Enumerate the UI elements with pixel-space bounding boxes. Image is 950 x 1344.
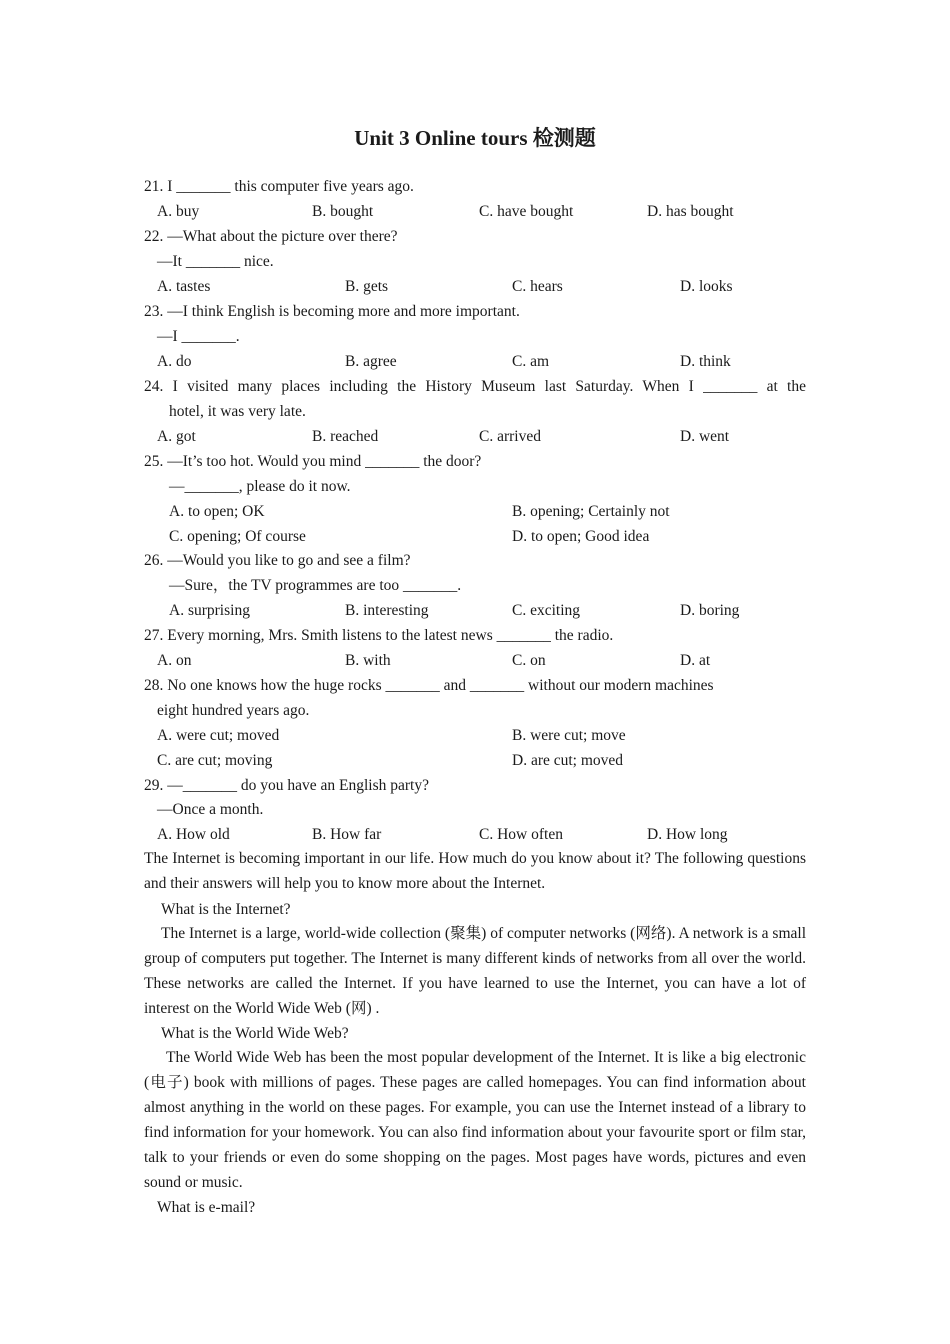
question-24-stem: 24. I visited many places including the History Museum last Saturday. When I _______ at the [144,378,806,395]
question-27-stem: 27. Every morning, Mrs. Smith listens to the latest news _______ the radio. [144,627,614,644]
question-29-option-a: A. How old [157,826,230,843]
question-26-option-a: A. surprising [169,602,250,619]
question-28-line2: eight hundred years ago. [157,702,310,719]
question-24-line2: hotel, it was very late. [169,403,306,420]
question-24-option-c: C. arrived [479,428,541,445]
passage-heading-internet: What is the Internet? [161,901,291,918]
passage-intro: The Internet is becoming important in our life. How much do you know about it? The following questions and their answers will help you to know more about the Internet. [144,850,806,892]
question-29-stem: 29. —_______ do you have an English party? [144,777,429,794]
question-21-stem: 21. I _______ this computer five years ago. [144,178,414,195]
question-24-option-d: D. went [680,428,730,445]
question-26-option-d: D. boring [680,602,740,619]
passage-heading-email: What is e-mail? [157,1199,256,1216]
question-23-stem: 23. —I think English is becoming more and more important. [144,303,520,320]
question-26-line2: —Sure，the TV programmes are too _______. [169,577,462,594]
question-22-stem: 22. —What about the picture over there? [144,228,398,245]
question-26-stem: 26. —Would you like to go and see a film? [144,552,411,569]
passage-paragraph-www [144,1045,806,1195]
question-22-option-a: A. tastes [157,278,211,295]
question-25-option-d: D. to open; Good idea [512,528,650,545]
question-29-line2: —Once a month. [157,801,264,818]
question-22-option-d: D. looks [680,278,733,295]
page-title: Unit 3 Online tours 检测题 [354,126,596,150]
question-23-option-a: A. do [157,353,192,370]
question-23-line2: —I _______. [157,328,240,345]
question-23-option-c: C. am [512,353,550,370]
passage-paragraph-internet [144,921,806,1021]
question-22-line2: —It _______ nice. [157,253,274,270]
question-26-option-c: C. exciting [512,602,581,619]
question-21-option-b: B. bought [312,203,374,220]
passage-paragraph-www-text: The World Wide Web has been the most popular development of the Internet. It is like a big electronic (电子) book with millions of pages. These pages are called homepages. You can find information about almost anything in the world on these pages. For example, you can use the Internet instead of a library to find information for your homework. You can also find information about your favourite sport or film star, talk to your friends or even do some shopping on the pages. Most pages have words, pictures and even sound or music. [144,1049,806,1191]
question-24-option-b: B. reached [312,428,379,445]
question-27-option-c: C. on [512,652,546,669]
question-27-option-b: B. with [345,652,391,669]
question-27-option-d: D. at [680,652,711,669]
question-28-option-b: B. were cut; move [512,727,626,744]
question-29-option-d: D. How long [647,826,728,843]
question-23-option-d: D. think [680,353,731,370]
question-22-option-b: B. gets [345,278,389,295]
question-28-option-c: C. are cut; moving [157,752,273,769]
question-24-option-a: A. got [157,428,196,445]
question-27-option-a: A. on [157,652,192,669]
question-28-option-a: A. were cut; moved [157,727,280,744]
question-21-option-c: C. have bought [479,203,574,220]
question-21-option-d: D. has bought [647,203,734,220]
question-23-option-b: B. agree [345,353,397,370]
question-25-option-b: B. opening; Certainly not [512,503,670,520]
question-25-stem: 25. —It’s too hot. Would you mind _______ the door? [144,453,482,470]
question-28-stem: 28. No one knows how the huge rocks _______ and _______ without our modern machines [144,677,714,694]
passage-heading-www: What is the World Wide Web? [161,1025,349,1042]
question-25-option-a: A. to open; OK [169,503,265,520]
question-25-option-c: C. opening; Of course [169,528,306,545]
passage-paragraph-internet-text: The Internet is a large, world-wide collection (聚集) of computer networks (网络). A network is a small group of computers put together. The Internet is many different kinds of networks from all over the world. These networks are called the Internet. If you have learned to use the Internet, you can have a lot of interest on the World Wide Web (网) . [144,925,806,1017]
question-22-option-c: C. hears [512,278,563,295]
question-25-line2: —_______, please do it now. [169,478,351,495]
question-28-option-d: D. are cut; moved [512,752,624,769]
question-29-option-c: C. How often [479,826,563,843]
question-26-option-b: B. interesting [345,602,429,619]
question-29-option-b: B. How far [312,826,382,843]
question-21-option-a: A. buy [157,203,200,220]
